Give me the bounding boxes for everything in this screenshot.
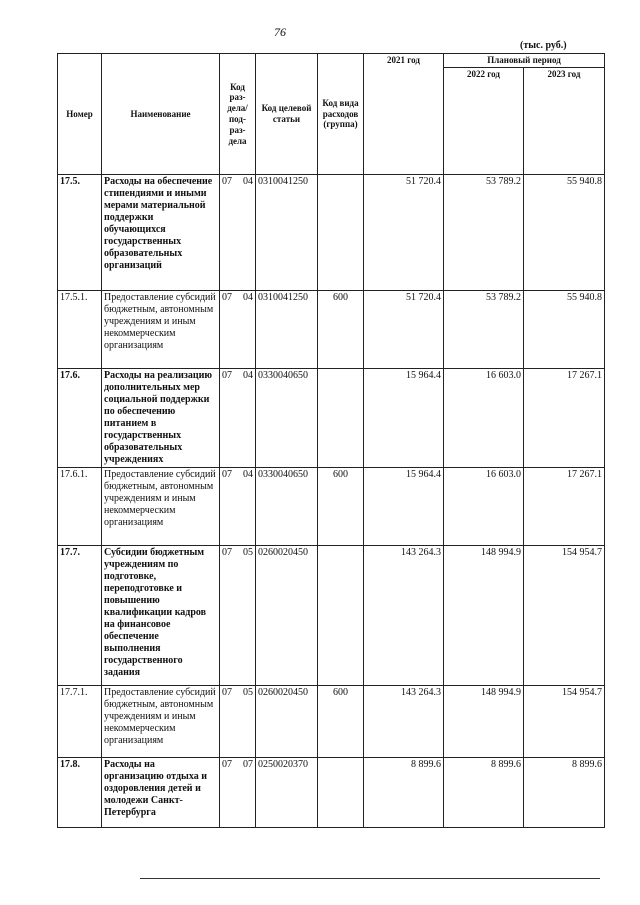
- subsection-code: 05: [243, 687, 253, 698]
- row-2022: 53 789.2: [444, 175, 524, 291]
- row-number: 17.5.: [58, 175, 102, 291]
- row-expense-type: [318, 758, 364, 828]
- row-2023: 8 899.6: [524, 758, 605, 828]
- row-number: 17.6.1.: [58, 468, 102, 546]
- row-expense-type: 600: [318, 291, 364, 369]
- row-target: 0250020370: [256, 758, 318, 828]
- table-row: [58, 175, 605, 291]
- row-2021: 143 264.3: [364, 686, 444, 758]
- row-2022: 148 994.9: [444, 546, 524, 686]
- row-2023: 17 267.1: [524, 468, 605, 546]
- row-name: Расходы на организацию отдыха и оздоровления детей и молодежи Санкт-Петербурга: [102, 758, 220, 828]
- row-name: Предоставление субсидий бюджетным, автономным учреждениям и иным некоммерческим организациям: [102, 291, 220, 369]
- row-2022: 148 994.9: [444, 686, 524, 758]
- row-target: 0330040650: [256, 369, 318, 468]
- section-code: 07: [222, 547, 232, 558]
- header-2023: 2023 год: [524, 68, 605, 175]
- section-code: 07: [222, 687, 232, 698]
- table-row: [58, 686, 605, 758]
- row-section: [220, 686, 256, 758]
- row-2023: 154 954.7: [524, 686, 605, 758]
- row-target: 0330040650: [256, 468, 318, 546]
- row-2022: 53 789.2: [444, 291, 524, 369]
- row-name: Предоставление субсидий бюджетным, автономным учреждениям и иным некоммерческим организациям: [102, 686, 220, 758]
- subsection-code: 04: [243, 176, 253, 187]
- row-name: Субсидии бюджетным учреждениям по подготовке, переподготовке и повышению квалификации кадров на финансовое обеспечение выполнения государственного задания: [102, 546, 220, 686]
- header-expense-type: Код вида расходов (группа): [318, 54, 364, 175]
- section-code: 07: [222, 469, 232, 480]
- table-row: [58, 546, 605, 686]
- section-code: 07: [222, 176, 232, 187]
- row-name: Предоставление субсидий бюджетным, автономным учреждениям и иным некоммерческим организациям: [102, 468, 220, 546]
- row-number: 17.8.: [58, 758, 102, 828]
- table-row: [58, 758, 605, 828]
- section-code: 07: [222, 292, 232, 303]
- subsection-code: 04: [243, 370, 253, 381]
- units-label: (тыс. руб.): [520, 40, 567, 51]
- row-2021: 15 964.4: [364, 369, 444, 468]
- header-target: Код целевой статьи: [256, 54, 318, 175]
- row-target: 0310041250: [256, 291, 318, 369]
- subsection-code: 04: [243, 292, 253, 303]
- row-expense-type: 600: [318, 468, 364, 546]
- row-2021: 8 899.6: [364, 758, 444, 828]
- row-section: [220, 369, 256, 468]
- header-planned-period: Плановый период: [444, 54, 605, 68]
- row-number: 17.5.1.: [58, 291, 102, 369]
- row-expense-type: [318, 175, 364, 291]
- row-expense-type: [318, 546, 364, 686]
- header-section: Код раз-дела/ под-раз-дела: [220, 54, 256, 175]
- row-section: [220, 175, 256, 291]
- table-row: [58, 468, 605, 546]
- row-expense-type: [318, 369, 364, 468]
- row-2023: 154 954.7: [524, 546, 605, 686]
- header-name: Наименование: [102, 54, 220, 175]
- row-section: [220, 468, 256, 546]
- subsection-code: 05: [243, 547, 253, 558]
- row-2021: 143 264.3: [364, 546, 444, 686]
- subsection-code: 04: [243, 469, 253, 480]
- row-number: 17.6.: [58, 369, 102, 468]
- row-number: 17.7.1.: [58, 686, 102, 758]
- subsection-code: 07: [243, 759, 253, 770]
- row-expense-type: 600: [318, 686, 364, 758]
- header-number: Номер: [58, 54, 102, 175]
- budget-table: [57, 53, 605, 828]
- row-2021: 15 964.4: [364, 468, 444, 546]
- row-target: 0260020450: [256, 686, 318, 758]
- row-2023: 55 940.8: [524, 175, 605, 291]
- row-2023: 17 267.1: [524, 369, 605, 468]
- row-2021: 51 720.4: [364, 175, 444, 291]
- page-number: 76: [274, 25, 286, 39]
- row-number: 17.7.: [58, 546, 102, 686]
- row-target: 0310041250: [256, 175, 318, 291]
- section-code: 07: [222, 370, 232, 381]
- row-section: [220, 758, 256, 828]
- table-row: [58, 291, 605, 369]
- row-2023: 55 940.8: [524, 291, 605, 369]
- row-name: Расходы на реализацию дополнительных мер социальной поддержки по обеспечению питанием в государственных образовательных учреждениях: [102, 369, 220, 468]
- bottom-rule: [140, 878, 600, 879]
- section-code: 07: [222, 759, 232, 770]
- row-section: [220, 546, 256, 686]
- row-section: [220, 291, 256, 369]
- header-2021: 2021 год: [364, 54, 444, 175]
- table-row: [58, 369, 605, 468]
- row-name: Расходы на обеспечение стипендиями и иными мерами материальной поддержки обучающихся государственных образовательных организаций: [102, 175, 220, 291]
- row-2022: 8 899.6: [444, 758, 524, 828]
- row-2022: 16 603.0: [444, 369, 524, 468]
- row-target: 0260020450: [256, 546, 318, 686]
- row-2022: 16 603.0: [444, 468, 524, 546]
- row-2021: 51 720.4: [364, 291, 444, 369]
- header-2022: 2022 год: [444, 68, 524, 175]
